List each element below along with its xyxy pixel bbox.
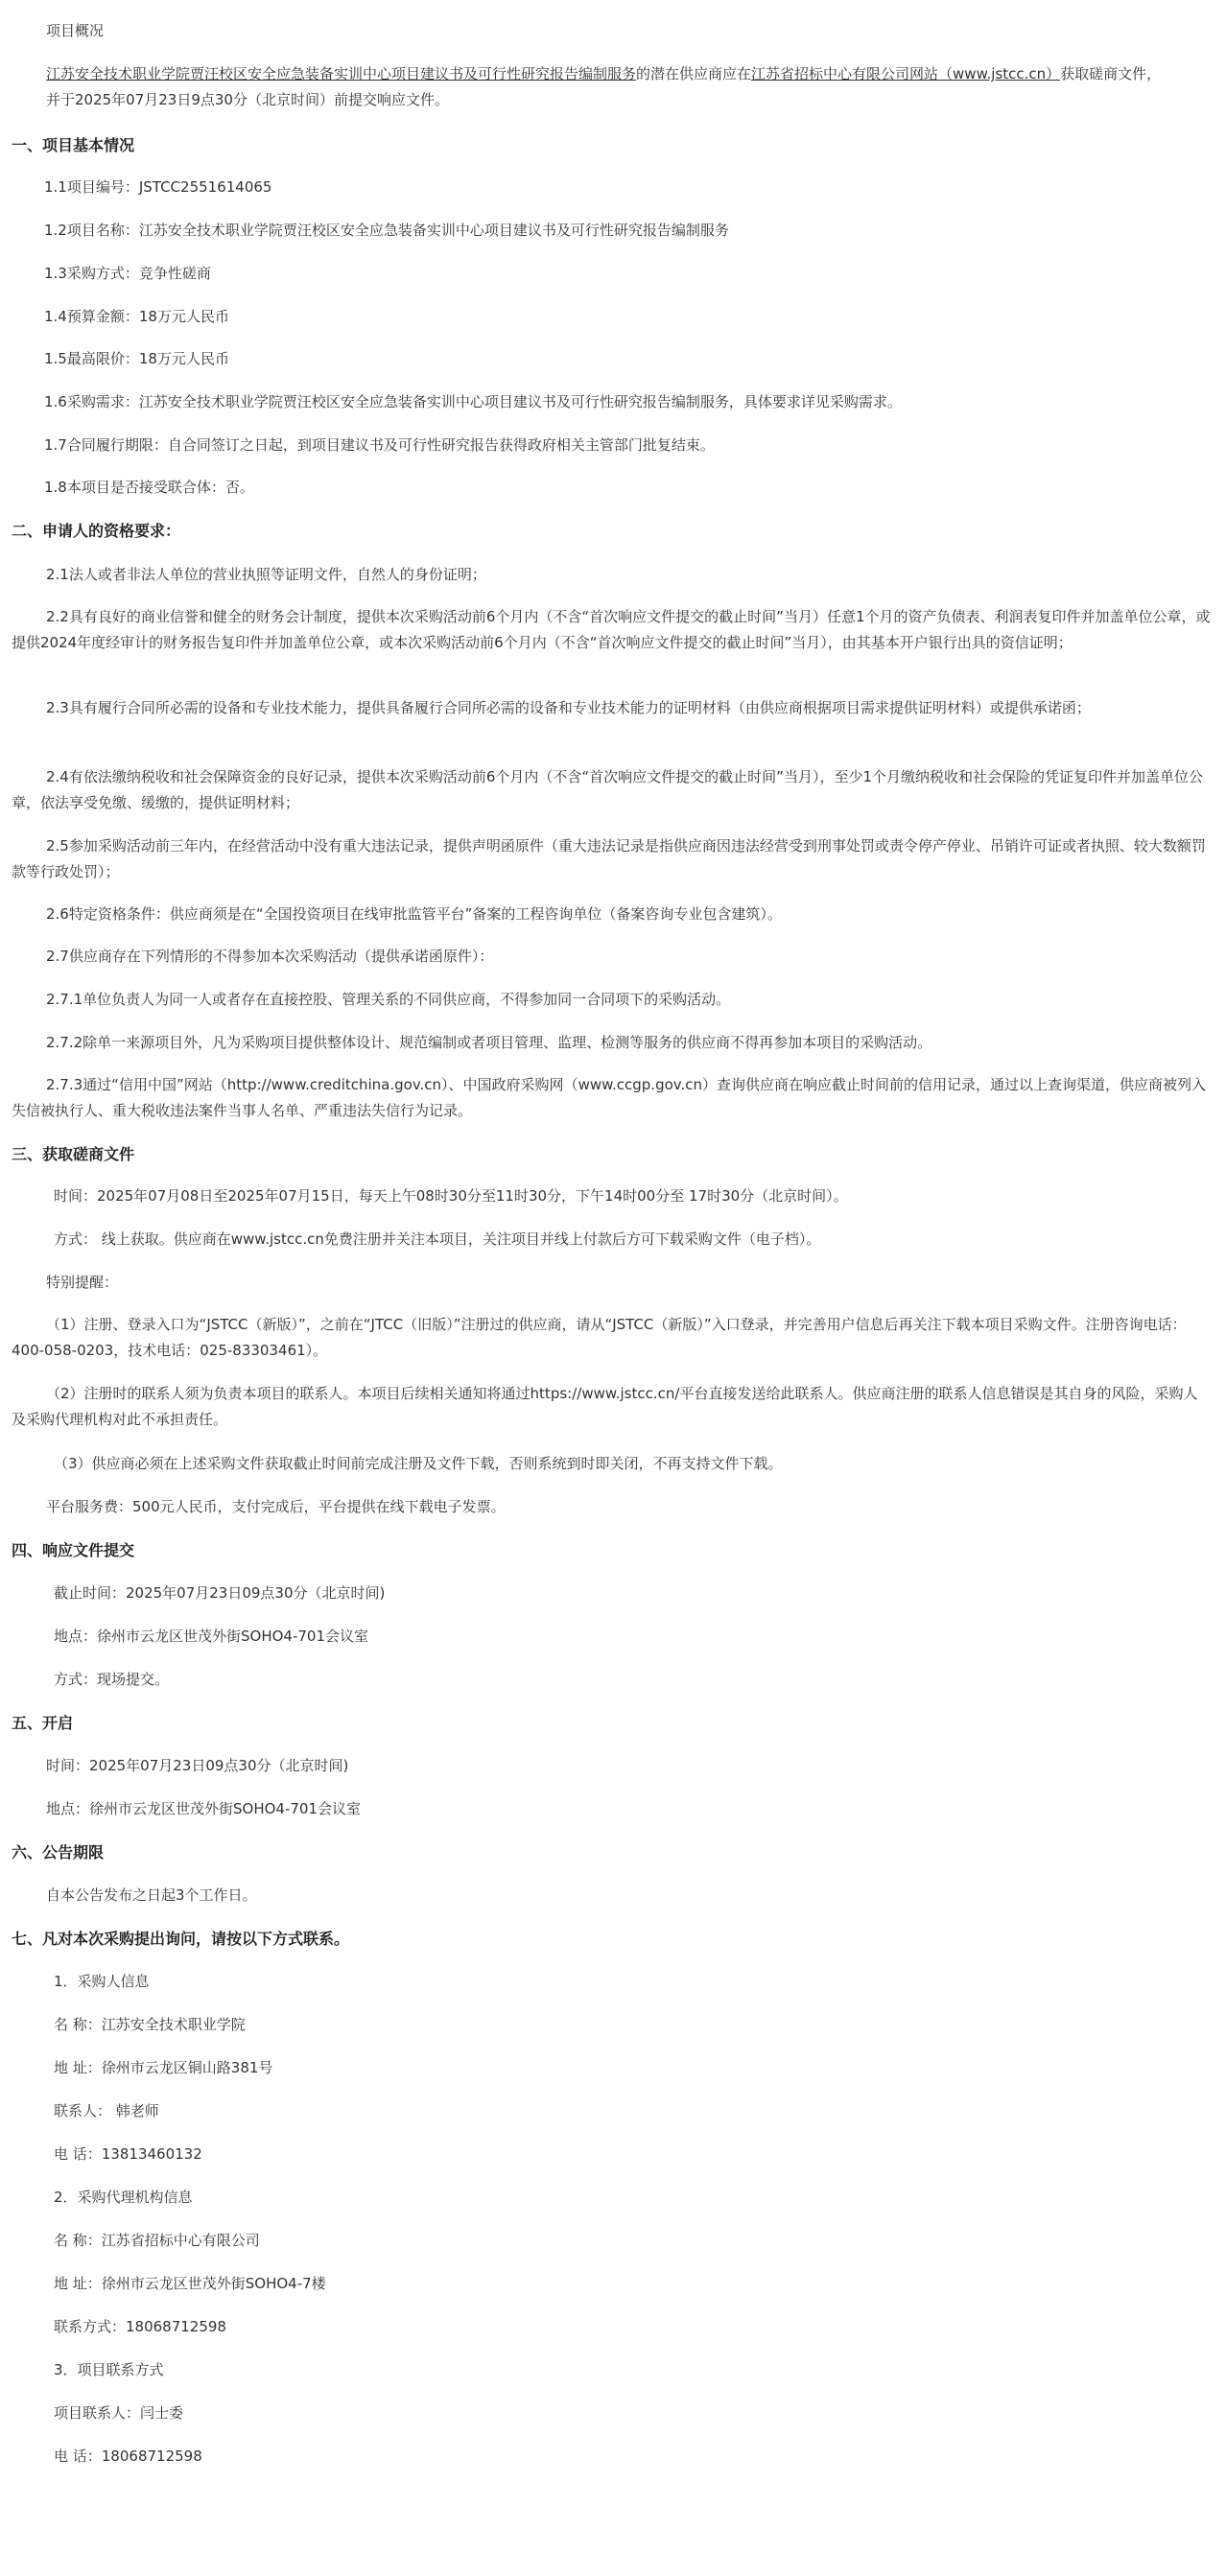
section1-item: 1.5最高限价：18万元人民币	[44, 350, 229, 367]
section1-item: 1.3采购方式：竞争性磋商	[44, 265, 211, 282]
opening-location: 地点：徐州市云龙区世茂外街SOHO4-701会议室	[46, 1800, 362, 1817]
section1-heading: 一、项目基本情况	[12, 136, 135, 154]
section2-item: 2.7.3通过“信用中国”网站（http://www.creditchina.gov.cn）、中国政府采购网（www.ccgp.gov.cn）查询供应商在响应截止时间前的信用记录，通过以上查询渠道，供应商被列入失信被执行人、重大税收违法案件当事人名单、严重违法失信行为记录。	[12, 1076, 1206, 1119]
section2-item: 2.1法人或者非法人单位的营业执照等证明文件，自然人的身份证明；	[46, 566, 486, 583]
section2-item: 2.7供应商存在下列情形的不得参加本次采购活动（提供承诺函原件）：	[46, 948, 494, 965]
section6-heading: 六、公告期限	[12, 1843, 105, 1862]
section4-heading: 四、响应文件提交	[12, 1541, 135, 1559]
section2-item: 2.4有依法缴纳税收和社会保障资金的良好记录，提供本次采购活动前6个月内（不含“首次响应文件提交的截止时间”当月），至少1个月缴纳税收和社会保险的凭证复印件并加盖单位公章，依法享受免缴、缓缴的，提供证明材料；	[12, 768, 1203, 811]
section2-item: 2.2具有良好的商业信誉和健全的财务会计制度，提供本次采购活动前6个月内（不含“首次响应文件提交的截止时间”当月）任意1个月的资产负债表、利润表复印件并加盖单位公章，或提供2024年度经审计的财务报告复印件并加盖单位公章，或本次采购活动前6个月内（不含“首次响应文件提交的截止时间”当月），由其基本开户银行出具的资信证明；	[12, 608, 1211, 651]
agency-phone: 联系方式：18068712598	[54, 2318, 226, 2335]
agency-address: 地 址：徐州市云龙区世茂外街SOHO4-7楼	[54, 2275, 326, 2292]
submission-location: 地点：徐州市云龙区世茂外街SOHO4-701会议室	[54, 1628, 369, 1645]
section2-item: 2.7.1单位负责人为同一人或者存在直接控股、管理关系的不同供应商，不得参加同一合同项下的采购活动。	[46, 991, 731, 1008]
reminder-item: （1）注册、登录入口为“JSTCC（新版）”，之前在“JTCC（旧版）”注册过的供应商，请从“JSTCC（新版）”入口登录，并完善用户信息后再关注下载本项目采购文件。注册咨询电话：400-058-0203，技术电话：025-83303461）。	[12, 1316, 1187, 1359]
purchaser-phone: 电 话：13813460132	[54, 2145, 202, 2163]
section2-item: 2.7.2除单一来源项目外，凡为采购项目提供整体设计、规范编制或者项目管理、监理、检测等服务的供应商不得再参加本项目的采购活动。	[46, 1034, 932, 1051]
submission-deadline: 截止时间：2025年07月23日09点30分（北京时间)	[54, 1584, 386, 1602]
notice-period: 自本公告发布之日起3个工作日。	[46, 1886, 257, 1904]
download-time: 时间：2025年07月08日至2025年07月15日，每天上午08时30分至11时30分，下午14时00分至 17时30分（北京时间）。	[54, 1187, 848, 1205]
overview-intro: 江苏安全技术职业学院贾汪校区安全应急装备实训中心项目建议书及可行性研究报告编制服务的潜在供应商应在江苏省招标中心有限公司网站（www.jstcc.cn）获取磋商文件，并于2025年07月23日9点30分（北京时间）前提交响应文件。	[46, 65, 1162, 108]
reminder-item: （2）注册时的联系人须为负责本项目的联系人。本项目后续相关通知将通过https://www.jstcc.cn/平台直接发送给此联系人。供应商注册的联系人信息错误是其自身的风险，采购人及采购代理机构对此不承担责任。	[12, 1385, 1198, 1428]
section7-heading: 七、凡对本次采购提出询问，请按以下方式联系。	[12, 1930, 350, 1948]
section1-item: 1.4预算金额：18万元人民币	[44, 308, 229, 325]
purchaser-address: 地 址：徐州市云龙区铜山路381号	[54, 2059, 273, 2076]
section1-item: 1.8本项目是否接受联合体：否。	[44, 479, 254, 496]
agency-title: 2．采购代理机构信息	[54, 2189, 193, 2206]
submission-method: 方式：现场提交。	[54, 1671, 170, 1688]
project-contact-person: 项目联系人：闫士委	[54, 2404, 184, 2422]
agency-name: 名 称：江苏省招标中心有限公司	[54, 2232, 260, 2249]
section5-heading: 五、开启	[12, 1714, 74, 1732]
section3-heading: 三、获取磋商文件	[12, 1145, 135, 1163]
download-method: 方式： 线上获取。供应商在www.jstcc.cn免费注册并关注本项目，关注项目并线上付款后方可下载采购文件（电子档）。	[54, 1230, 821, 1248]
section1-item: 1.1项目编号：JSTCC2551614065	[44, 178, 272, 196]
project-contact-phone: 电 话：18068712598	[54, 2447, 202, 2465]
section1-item: 1.6采购需求：江苏安全技术职业学院贾汪校区安全应急装备实训中心项目建议书及可行性研究报告编制服务，具体要求详见采购需求。	[44, 393, 902, 410]
purchaser-contact: 联系人： 韩老师	[54, 2102, 159, 2119]
section2-heading: 二、申请人的资格要求：	[12, 522, 181, 540]
reminder-item: （3）供应商必须在上述采购文件获取截止时间前完成注册及文件下载，否则系统到时即关闭，不再支持文件下载。	[54, 1455, 783, 1472]
platform-fee: 平台服务费：500元人民币，支付完成后，平台提供在线下载电子发票。	[46, 1498, 506, 1515]
section2-item: 2.3具有履行合同所必需的设备和专业技术能力，提供具备履行合同所必需的设备和专业技术能力的证明材料（由供应商根据项目需求提供证明材料）或提供承诺函；	[46, 699, 1091, 716]
project-contact-title: 3．项目联系方式	[54, 2361, 164, 2378]
purchaser-name: 名 称：江苏安全技术职业学院	[54, 2016, 246, 2033]
opening-time: 时间：2025年07月23日09点30分（北京时间)	[46, 1757, 349, 1774]
section1-item: 1.7合同履行期限：自合同签订之日起，到项目建议书及可行性研究报告获得政府相关主管部门批复结束。	[44, 436, 715, 454]
agency-website-link[interactable]: 江苏省招标中心有限公司网站（www.jstcc.cn）	[751, 65, 1061, 82]
project-name-link[interactable]: 江苏安全技术职业学院贾汪校区安全应急装备实训中心项目建议书及可行性研究报告编制服务	[46, 65, 637, 82]
section2-item: 2.5参加采购活动前三年内，在经营活动中没有重大违法记录，提供声明函原件（重大违法记录是指供应商因违法经营受到刑事处罚或责令停产停业、吊销许可证或者执照、较大数额罚款等行政处罚）；	[12, 837, 1206, 880]
section1-item: 1.2项目名称：江苏安全技术职业学院贾汪校区安全应急装备实训中心项目建议书及可行性研究报告编制服务	[44, 222, 729, 239]
reminder-title: 特别提醒：	[46, 1274, 119, 1291]
overview-title: 项目概况	[46, 22, 105, 39]
purchaser-title: 1．采购人信息	[54, 1973, 150, 1990]
section2-item: 2.6特定资格条件：供应商须是在“全国投资项目在线审批监管平台”备案的工程咨询单位（备案咨询专业包含建筑）。	[46, 905, 782, 923]
